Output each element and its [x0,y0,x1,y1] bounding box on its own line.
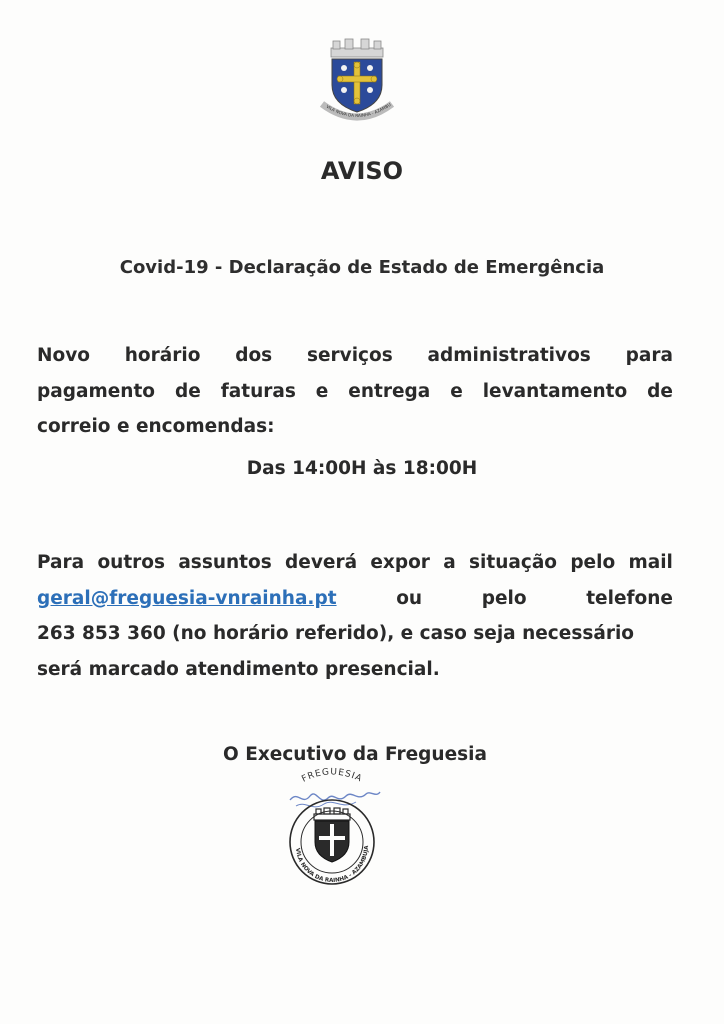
svg-text:VILA NOVA DA RAINHA - AZAMBUJA: VILA NOVA DA RAINHA - AZAMBU [325,101,392,119]
word: assuntos [178,552,272,573]
email-link[interactable]: geral@freguesia-vnrainha.pt [37,587,337,609]
contact-paragraph [37,545,673,687]
signature-line: O Executivo da Freguesia [223,744,487,765]
word: pagamento [37,380,156,402]
word: Para [37,552,85,573]
schedule-paragraph [37,338,673,445]
word: pelo [481,587,527,609]
word: levantamento [482,380,628,402]
word: mail [628,552,673,573]
page-title: AVISO [320,157,404,185]
word: e [315,380,329,402]
notice-subtitle: Covid-19 - Declaração de Estado de Emergência [119,257,605,278]
office-hours: Das 14:00H às 18:00H [246,458,478,479]
svg-text:FREGUESIA: FREGUESIA [300,767,364,785]
word: outros [97,552,166,573]
word: a [443,552,456,573]
paragraph-line: será marcado atendimento presencial. [37,658,440,680]
word: telefone [586,587,673,609]
parish-coat-of-arms-icon [314,38,400,128]
word: dos [235,345,273,366]
word: Novo [37,345,90,366]
word: expor [370,552,430,573]
word: pelo [570,552,616,573]
word: de [174,380,201,402]
word: ou [396,587,423,609]
paragraph-line [37,338,673,374]
word: de [647,380,673,402]
word: entrega [348,380,431,402]
word: administrativos [427,345,591,366]
word: e [450,380,463,402]
word: para [625,345,673,366]
paragraph-line [37,545,673,581]
paragraph-line: correio e encomendas: [37,416,275,437]
paragraph-line [37,374,673,410]
word: deverá [285,552,358,573]
word: faturas [220,380,296,402]
word: situação [469,552,558,573]
paragraph-line: 263 853 360 (no horário referido), e caso seja necessário [37,623,634,644]
word: serviços [306,345,393,366]
svg-text:VILA NOVA DA RAINHA - AZAMBUJA: VILA NOVA DA RAINHA - AZAMBUJA [294,845,371,885]
paragraph-line [37,581,673,617]
word: horário [124,345,201,366]
official-stamp-icon [272,760,394,888]
